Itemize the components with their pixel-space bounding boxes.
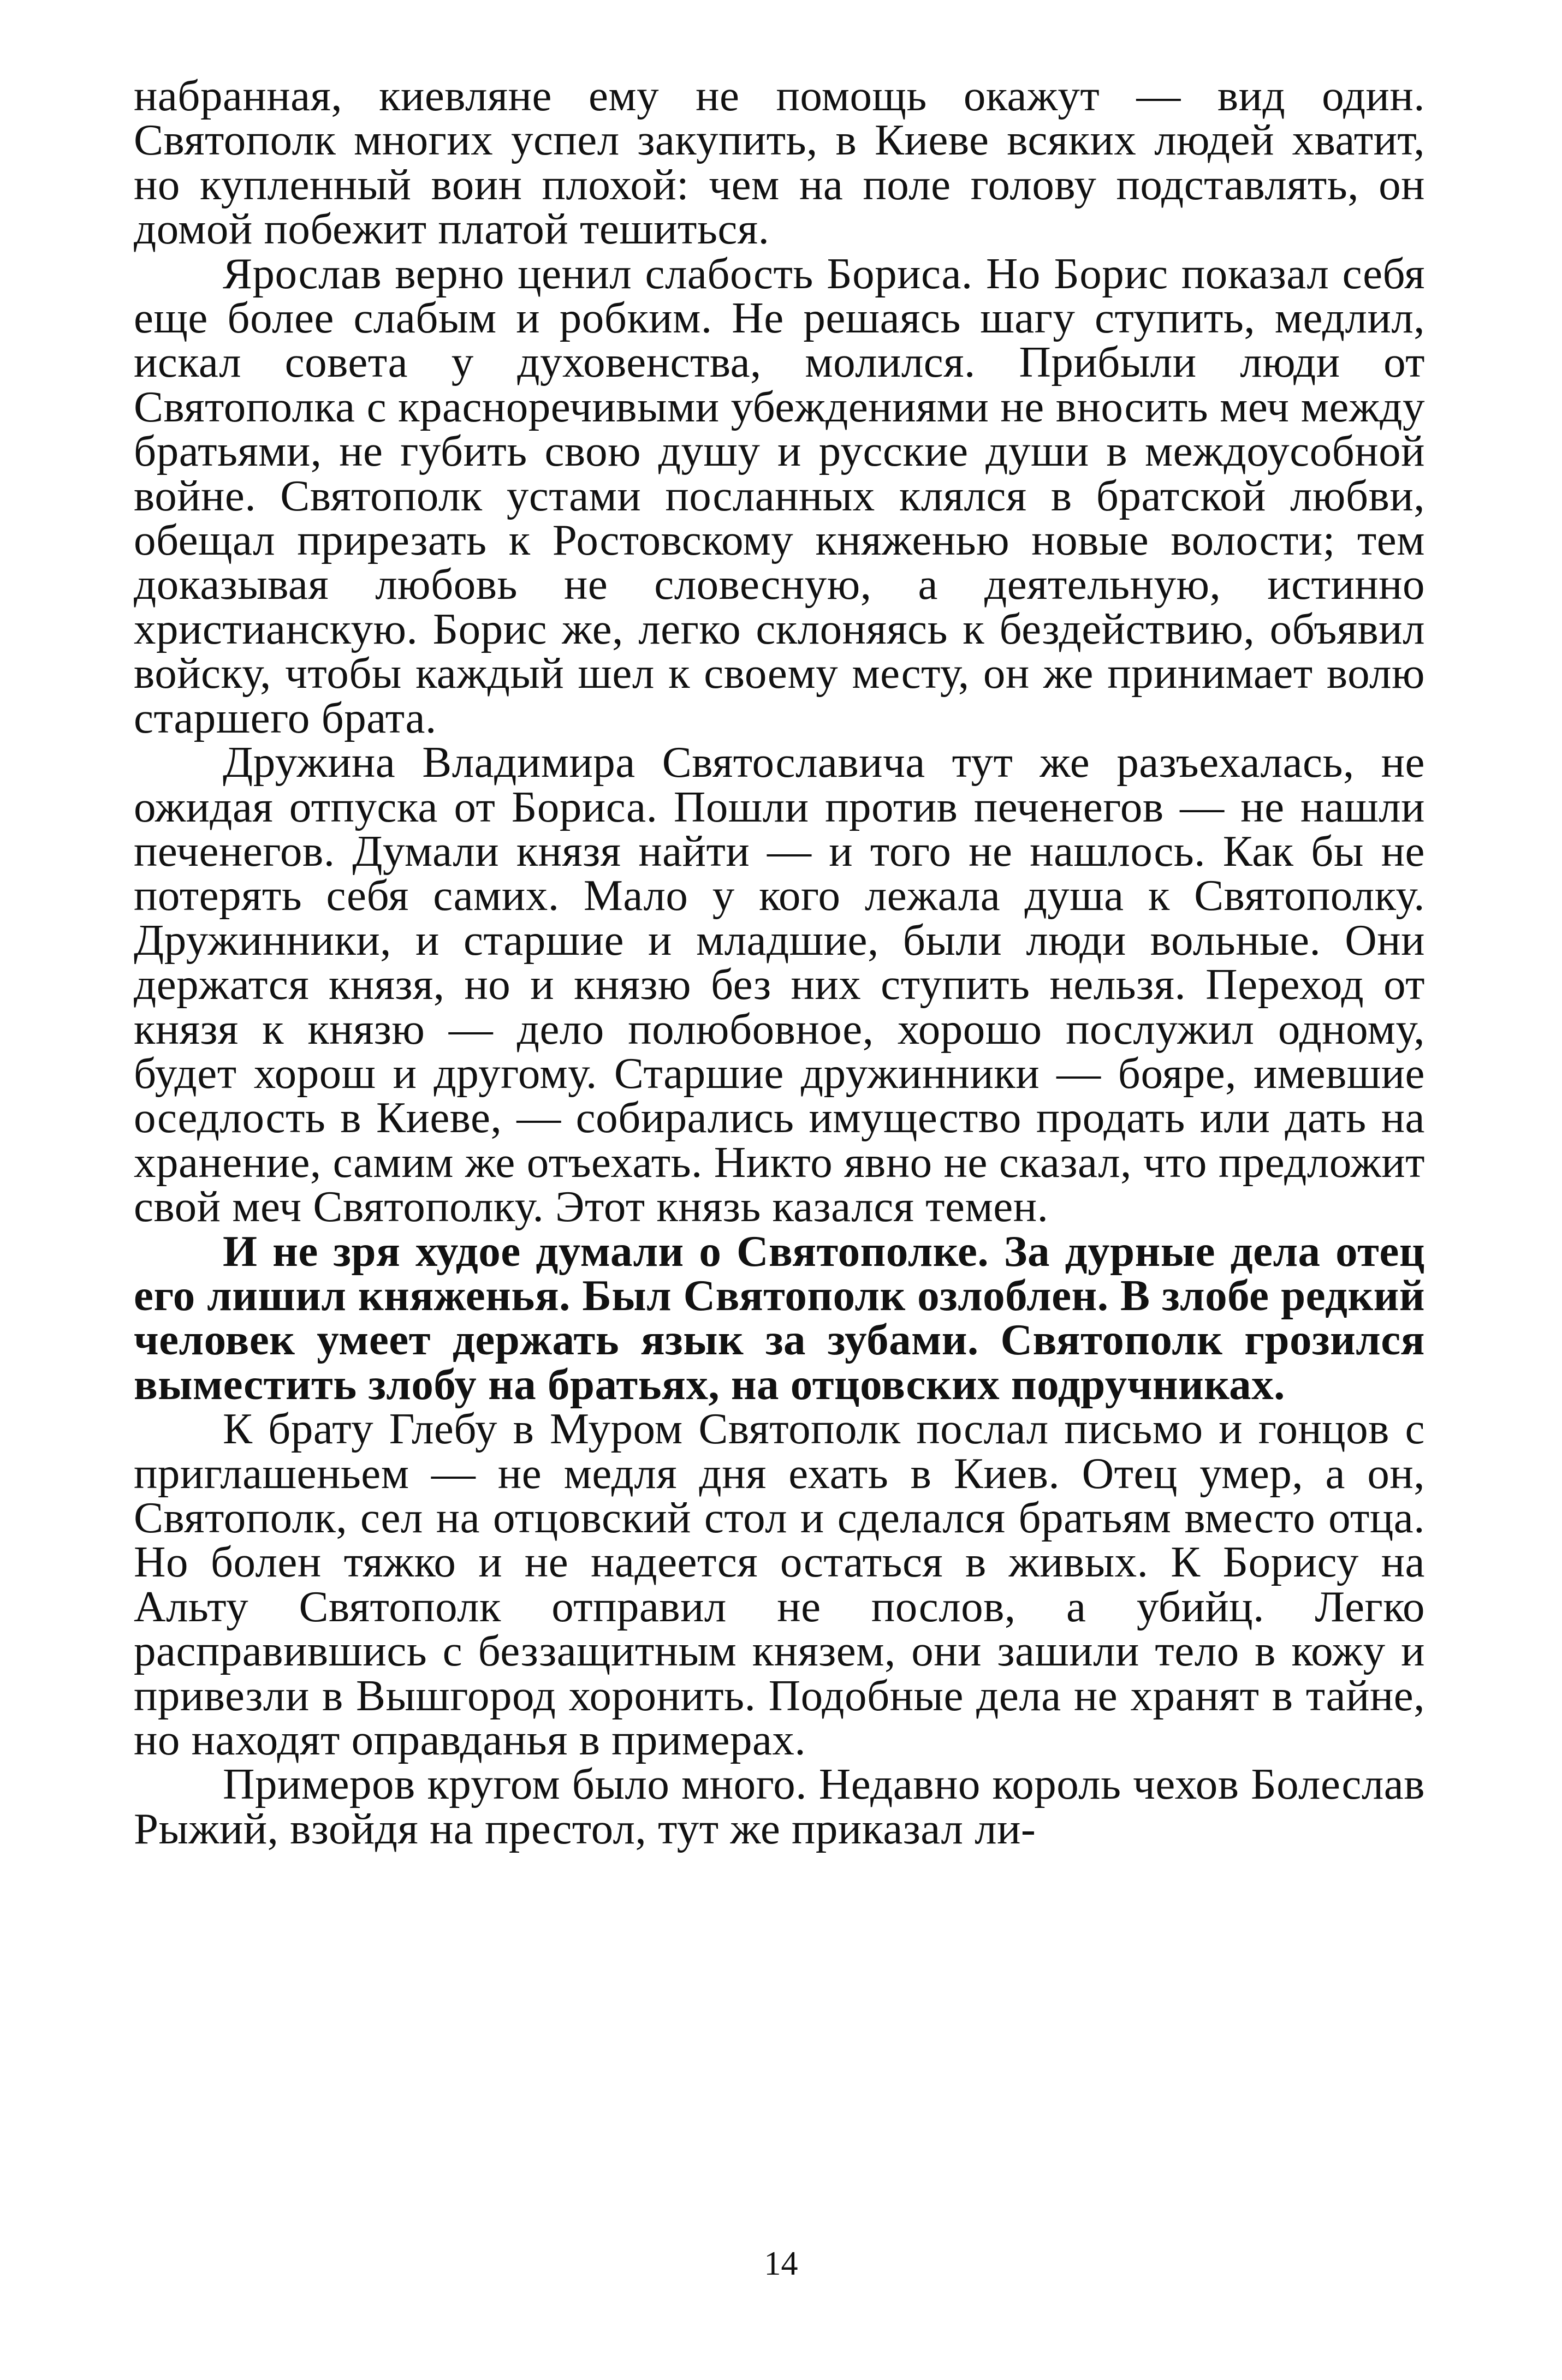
paragraph-4: И не зря худое думали о Святополке. За дурные дела отец его лишил княженья. Был Святополк озлоблен. В злобе редкий человек умеет держать язык за зубами. Святополк грозился выместить злобу на братьях, на отцовских подручниках. xyxy=(134,1226,1425,1409)
paragraph-2: Ярослав верно ценил слабость Бориса. Но Борис показал себя еще более слабым и робким. Не решаясь шагу ступить, медлил, искал совета у духовенства, молился. Прибыли люди от Святополка с красноречивыми убеждениями не вносить меч между братьями, не губить свою душу и русские души в междоусобной войне. Святополк устами посланных клялся в братской любви, обещал прирезать к Ростовскому княженью новые волости; тем доказывая любовь не словесную, а деятельную, истинно христианскую. Борис же, легко склоняясь к бездействию, объявил войску, чтобы каждый шел к своему месту, он же принимает волю старшего брата. xyxy=(134,248,1425,742)
page-text xyxy=(134,71,1425,1853)
page-number: 14 xyxy=(764,2245,798,2282)
paragraph-6: Примеров кругом было много. Недавно король чехов Болеслав Рыжий, взойдя на престол, тут же приказал ли- xyxy=(134,1759,1425,1853)
paragraph-3: Дружина Владимира Святославича тут же разъехалась, не ожидая отпуска от Бориса. Пошли против печенегов — не нашли печенегов. Думали князя найти — и того не нашлось. Как бы не потерять себя самих. Мало у кого лежала душа к Святополку. Дружинники, и старшие и младшие, были люди вольные. Они держатся князя, но и князю без них ступить нельзя. Переход от князя к князю — дело полюбовное, хорошо послужил одному, будет хорош и другому. Старшие дружинники — бояре, имевшие оседлость в Киеве, — собирались имущество продать или дать на хранение, самим же отъехать. Никто явно не сказал, что предложит свой меч Святополку. Этот князь казался темен. xyxy=(134,737,1425,1231)
paragraph-5: К брату Глебу в Муром Святополк послал письмо и гонцов с приглашеньем — не медля дня ехать в Киев. Отец умер, а он, Святополк, сел на отцовский стол и сделался братьям вместо отца. Но болен тяжко и не надеется остаться в живых. К Борису на Альту Святополк отправил не послов, а убийц. Легко расправившись с беззащитным князем, они зашили тело в кожу и привезли в Вышгород хоронить. Подобные дела не хранят в тайне, но находят оправданья в примерах. xyxy=(134,1404,1425,1765)
paragraph-1: набранная, киевляне ему не помощь окажут — вид один. Святополк многих успел закупить, в Киеве всяких людей хватит, но купленный воин плохой: чем на поле голову подставлять, он домой побежит платой тешиться. xyxy=(134,71,1425,254)
